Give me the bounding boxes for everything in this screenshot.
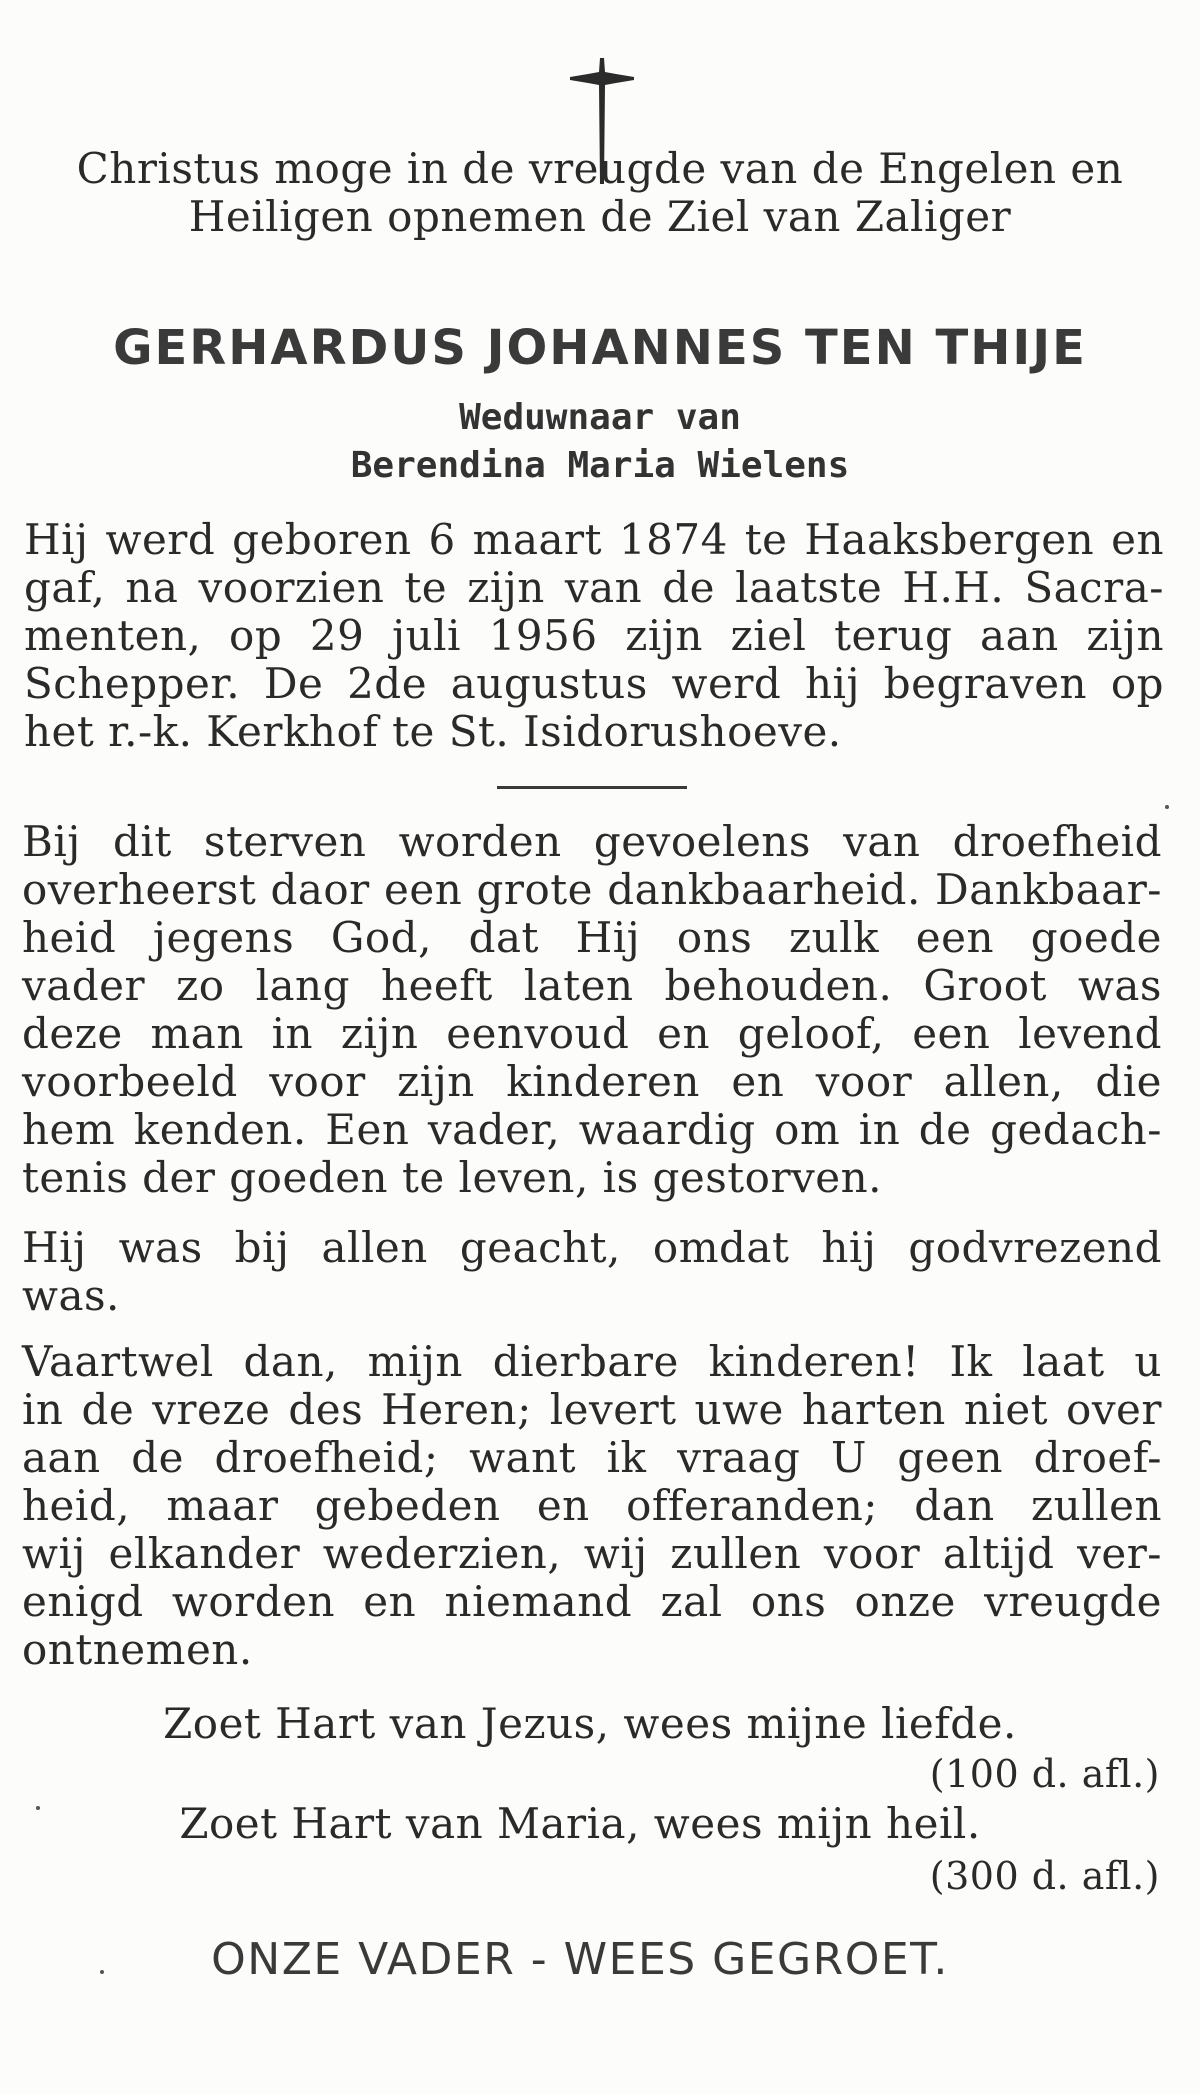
ejaculation-jezus [120,1700,1060,1748]
indulgence-text: (100 d. afl.) [929,1752,1160,1796]
paragraph-respected [22,1224,1162,1320]
bio-line: gaf, na voorzien te zijn van de laatste H.H. Sacra- [24,563,1164,612]
paragraph-line: enigd worden en niemand zal ons onze vreugde [22,1577,1162,1626]
ejaculation-text: Zoet Hart van Jezus, wees mijne liefde. [163,1699,1017,1748]
paragraph-line: overheerst daor een grote dankbaarheid. Dankbaar- [22,865,1162,914]
ejaculation-text: Zoet Hart van Maria, wees mijn heil. [179,1799,981,1848]
biography [24,516,1164,756]
paragraph-line: Bij dit sterven worden gevoelens van droefheid [22,817,1162,866]
paragraph-line: wij elkander wederzien, wij zullen voor altijd ver- [22,1529,1162,1578]
paragraph-line: deze man in zijn eenvoud en geloof, een levend [22,1009,1162,1058]
paragraph-line: heid, maar gebeden en offeranden; dan zullen [22,1481,1162,1530]
paragraph-farewell [22,1338,1162,1674]
paragraph-line: was. [22,1271,120,1320]
prayer-text: ONZE VADER - WEES GEGROET. [211,1934,949,1985]
spouse-name: Berendina Maria Wielens [350,445,850,486]
intro-line: Christus moge in de vreugde van de Engelen en [76,144,1124,193]
paragraph-line: ontnemen. [22,1625,253,1674]
intro-line: Heiligen opnemen de Ziel van Zaliger [188,192,1012,241]
ejaculation-maria [130,1800,1030,1848]
indulgence-text: (300 d. afl.) [929,1854,1160,1898]
bio-line: Schepper. De 2de augustus werd hij begraven op [24,659,1164,708]
intro-text [20,145,1180,241]
speck [100,1970,104,1974]
speck [1165,805,1169,809]
paragraph-gratitude [22,818,1162,1202]
bio-line: het r.-k. Kerkhof te St. Isidorushoeve. [24,707,842,756]
deceased-name [20,318,1180,378]
indulgence-1 [700,1750,1160,1798]
indulgence-2 [700,1852,1160,1900]
paragraph-line: tenis der goeden te leven, is gestorven. [22,1153,883,1202]
paragraph-line: voorbeeld voor zijn kinderen en voor allen, die [22,1057,1162,1106]
paragraph-line: heid jegens God, dat Hij ons zulk een goede [22,913,1162,962]
paragraph-line: aan de droefheid; want ik vraag U geen droef- [22,1433,1162,1482]
widower-label: Weduwnaar van [459,397,741,438]
paragraph-line: in de vreze des Heren; levert uwe harten niet over [22,1385,1162,1434]
paragraph-line: hem kenden. Een vader, waardig om in de gedach- [22,1105,1162,1154]
bio-line: Hij werd geboren 6 maart 1874 te Haaksbergen en [24,515,1164,564]
name-text: GERHARDUS JOHANNES TEN THIJE [113,320,1087,376]
closing-prayer [80,1930,1080,1990]
bio-line: menten, op 29 juli 1956 zijn ziel terug aan zijn [24,611,1164,660]
widower-of [20,394,1180,490]
paragraph-line: Vaartwel dan, mijn dierbare kinderen! Ik laat u [22,1337,1162,1386]
divider-rule [497,786,687,789]
speck [36,1806,40,1810]
paragraph-line: vader zo lang heeft laten behouden. Groot was [22,961,1162,1010]
paragraph-line: Hij was bij allen geacht, omdat hij godvrezend [22,1223,1162,1272]
